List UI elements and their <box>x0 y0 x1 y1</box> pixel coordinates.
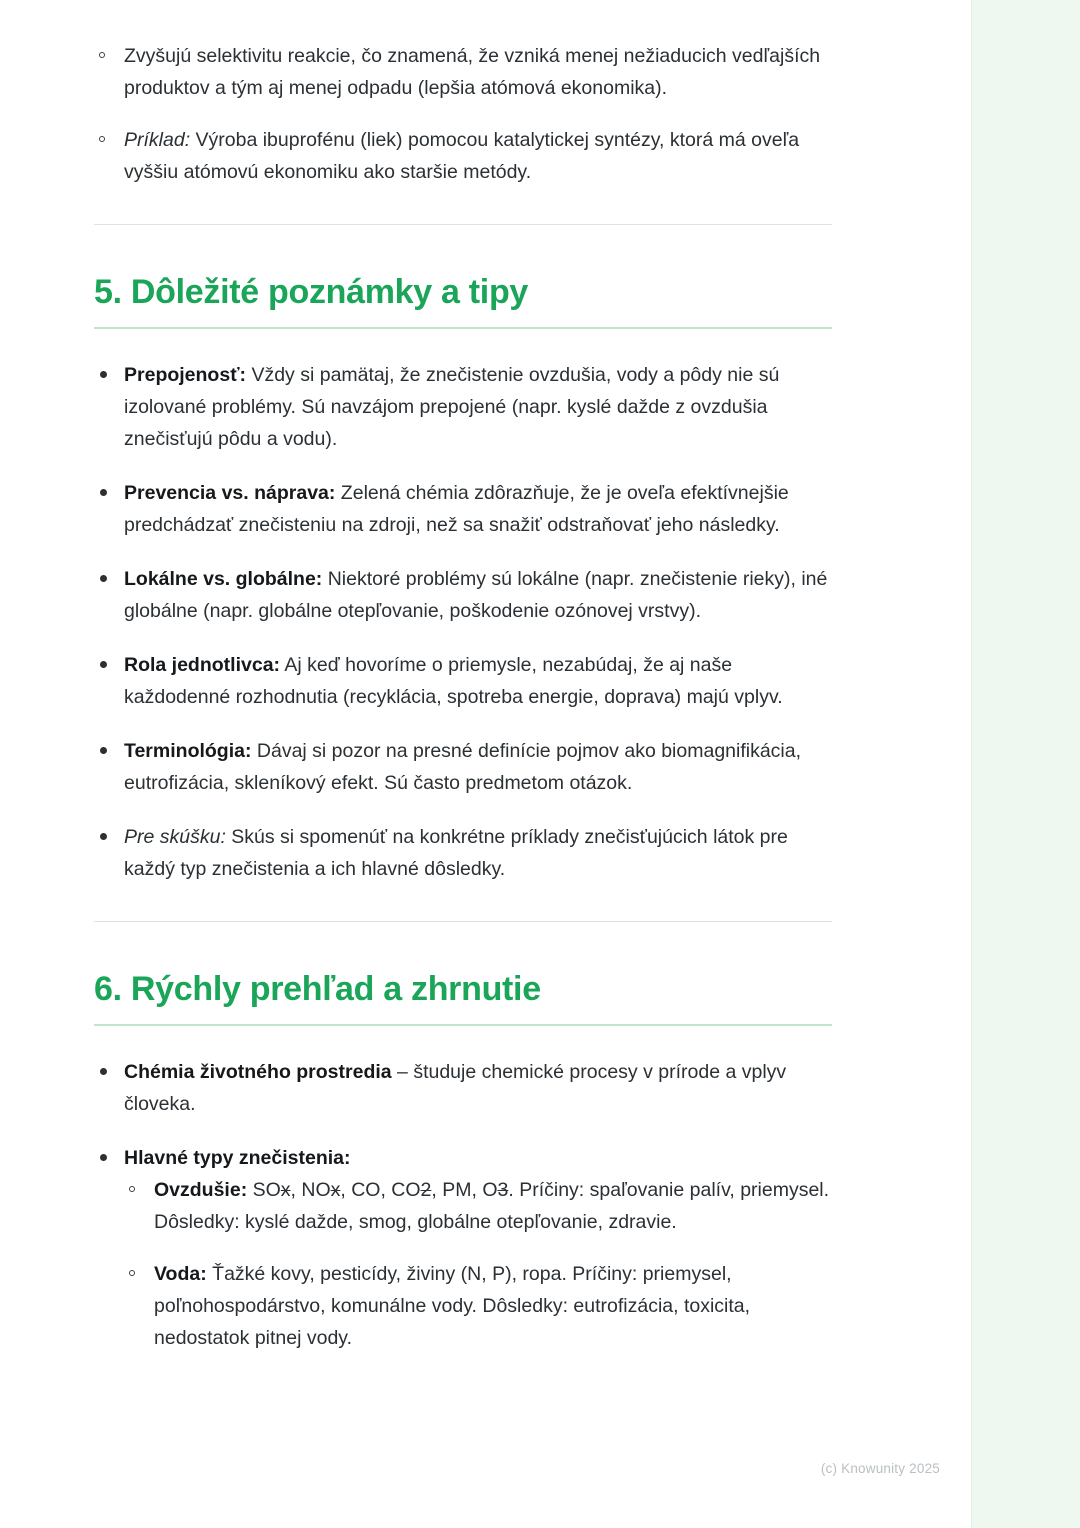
list-item <box>94 735 832 799</box>
list-item <box>94 821 832 885</box>
bullet-icon <box>100 489 107 496</box>
page-right-strip <box>971 0 1080 1528</box>
list-item-lead: Voda: <box>154 1263 207 1285</box>
subscript-x-1: x <box>280 1179 291 1201</box>
section-rule <box>94 1024 832 1026</box>
list-item-text: Skús si spomenúť na konkrétne príklady znečisťujúcich látok pre každý typ znečistenia a ich hlavné dôsledky. <box>124 826 788 880</box>
list-item <box>94 649 832 713</box>
list-item-text: – študuje chemické procesy v prírode a vplyv človeka. <box>124 1061 787 1115</box>
list-item-lead: Ovzdušie: <box>154 1179 248 1201</box>
list-item <box>94 563 832 627</box>
list-item-lead: Príklad: <box>124 129 191 151</box>
list-item-text: , NO <box>290 1179 331 1201</box>
list-item-text: Ťažké kovy, pesticídy, živiny (N, P), ropa. Príčiny: priemysel, poľnohospodárstvo, komunálne vody. Dôsledky: eutrofizácia, toxicita, nedostatok pitnej vody. <box>154 1263 751 1349</box>
section-heading-6: 6. Rýchly prehľad a zhrnutie <box>94 970 541 1008</box>
list-item-text: Zvyšujú selektivitu reakcie, čo znamená, že vzniká menej nežiaducich vedľajších produktov a tým aj menej odpadu (lepšia atómová ekonomika). <box>124 45 821 99</box>
list-item-text: Vždy si pamätaj, že znečistenie ovzdušia, vody a pôdy nie sú izolované problémy. Sú navzájom prepojené (napr. kyslé dažde z ovzdušia znečisťujú pôdu a vodu). <box>124 364 780 450</box>
section6-sublist <box>124 1174 832 1354</box>
hollow-bullet-icon <box>129 1186 135 1192</box>
section6-list <box>94 1056 832 1354</box>
section5-list <box>94 359 832 885</box>
section-divider <box>94 224 832 225</box>
continuation-list <box>94 40 832 188</box>
list-item <box>94 1142 832 1354</box>
list-item-lead: Rola jednotlivca: <box>124 654 281 676</box>
bullet-icon <box>100 1154 107 1161</box>
subscript-2: 2 <box>420 1179 432 1201</box>
bullet-icon <box>100 833 107 840</box>
bullet-icon <box>100 747 107 754</box>
list-item-text: . Príčiny: spaľovanie palív, priemysel. Dôsledky: kyslé dažde, smog, globálne otepľovanie, zdravie. <box>154 1179 830 1233</box>
list-item-text: Dávaj si pozor na presné definície pojmov ako biomagnifikácia, eutrofizácia, skleníkový efekt. Sú často predmetom otázok. <box>124 740 802 794</box>
section-rule <box>94 327 832 329</box>
list-item-text: , PM, O <box>431 1179 498 1201</box>
list-item <box>94 359 832 455</box>
bullet-icon <box>100 575 107 582</box>
list-item-lead: Prevencia vs. náprava: <box>124 482 336 504</box>
hollow-bullet-icon <box>99 52 105 58</box>
list-item-text: Výroba ibuprofénu (liek) pomocou katalytickej syntézy, ktorá má oveľa vyššiu atómovú ekonomiku ako staršie metódy. <box>124 129 800 183</box>
list-item <box>94 40 832 104</box>
bullet-icon <box>100 1068 107 1075</box>
list-item-lead: Lokálne vs. globálne: <box>124 568 323 590</box>
list-item-lead: Prepojenosť: <box>124 364 247 386</box>
list-item-text: Niektoré problémy sú lokálne (napr. znečistenie rieky), iné globálne (napr. globálne otepľovanie, poškodenie ozónovej vrstvy). <box>124 568 828 622</box>
hollow-bullet-icon <box>99 136 105 142</box>
bullet-icon <box>100 371 107 378</box>
hollow-bullet-icon <box>129 1270 135 1276</box>
section-heading-5: 5. Dôležité poznámky a tipy <box>94 273 529 311</box>
list-item <box>124 1258 832 1354</box>
list-item <box>94 477 832 541</box>
list-item-text: Aj keď hovoríme o priemysle, nezabúdaj, že aj naše každodenné rozhodnutia (recyklácia, spotreba energie, doprava) majú vplyv. <box>124 654 783 708</box>
list-item <box>124 1174 832 1238</box>
list-item <box>94 124 832 188</box>
list-item-lead: Pre skúšku: <box>124 826 226 848</box>
list-item-lead: Hlavné typy znečistenia: <box>124 1147 351 1169</box>
list-item <box>94 1056 832 1120</box>
subscript-x-2: x <box>330 1179 341 1201</box>
list-item-text: SO <box>247 1179 281 1201</box>
list-item-lead: Chémia životného prostredia <box>124 1061 392 1083</box>
bullet-icon <box>100 661 107 668</box>
watermark: (c) Knowunity 2025 <box>820 1461 940 1476</box>
list-item-text: , CO, CO <box>340 1179 421 1201</box>
list-item-text: Zelená chémia zdôrazňuje, že je oveľa efektívnejšie predchádzať znečisteniu na zdroji, než sa snažiť odstraňovať jeho následky. <box>124 482 789 536</box>
section-divider <box>94 921 832 922</box>
subscript-3: 3 <box>497 1179 509 1201</box>
list-item-lead: Terminológia: <box>124 740 252 762</box>
